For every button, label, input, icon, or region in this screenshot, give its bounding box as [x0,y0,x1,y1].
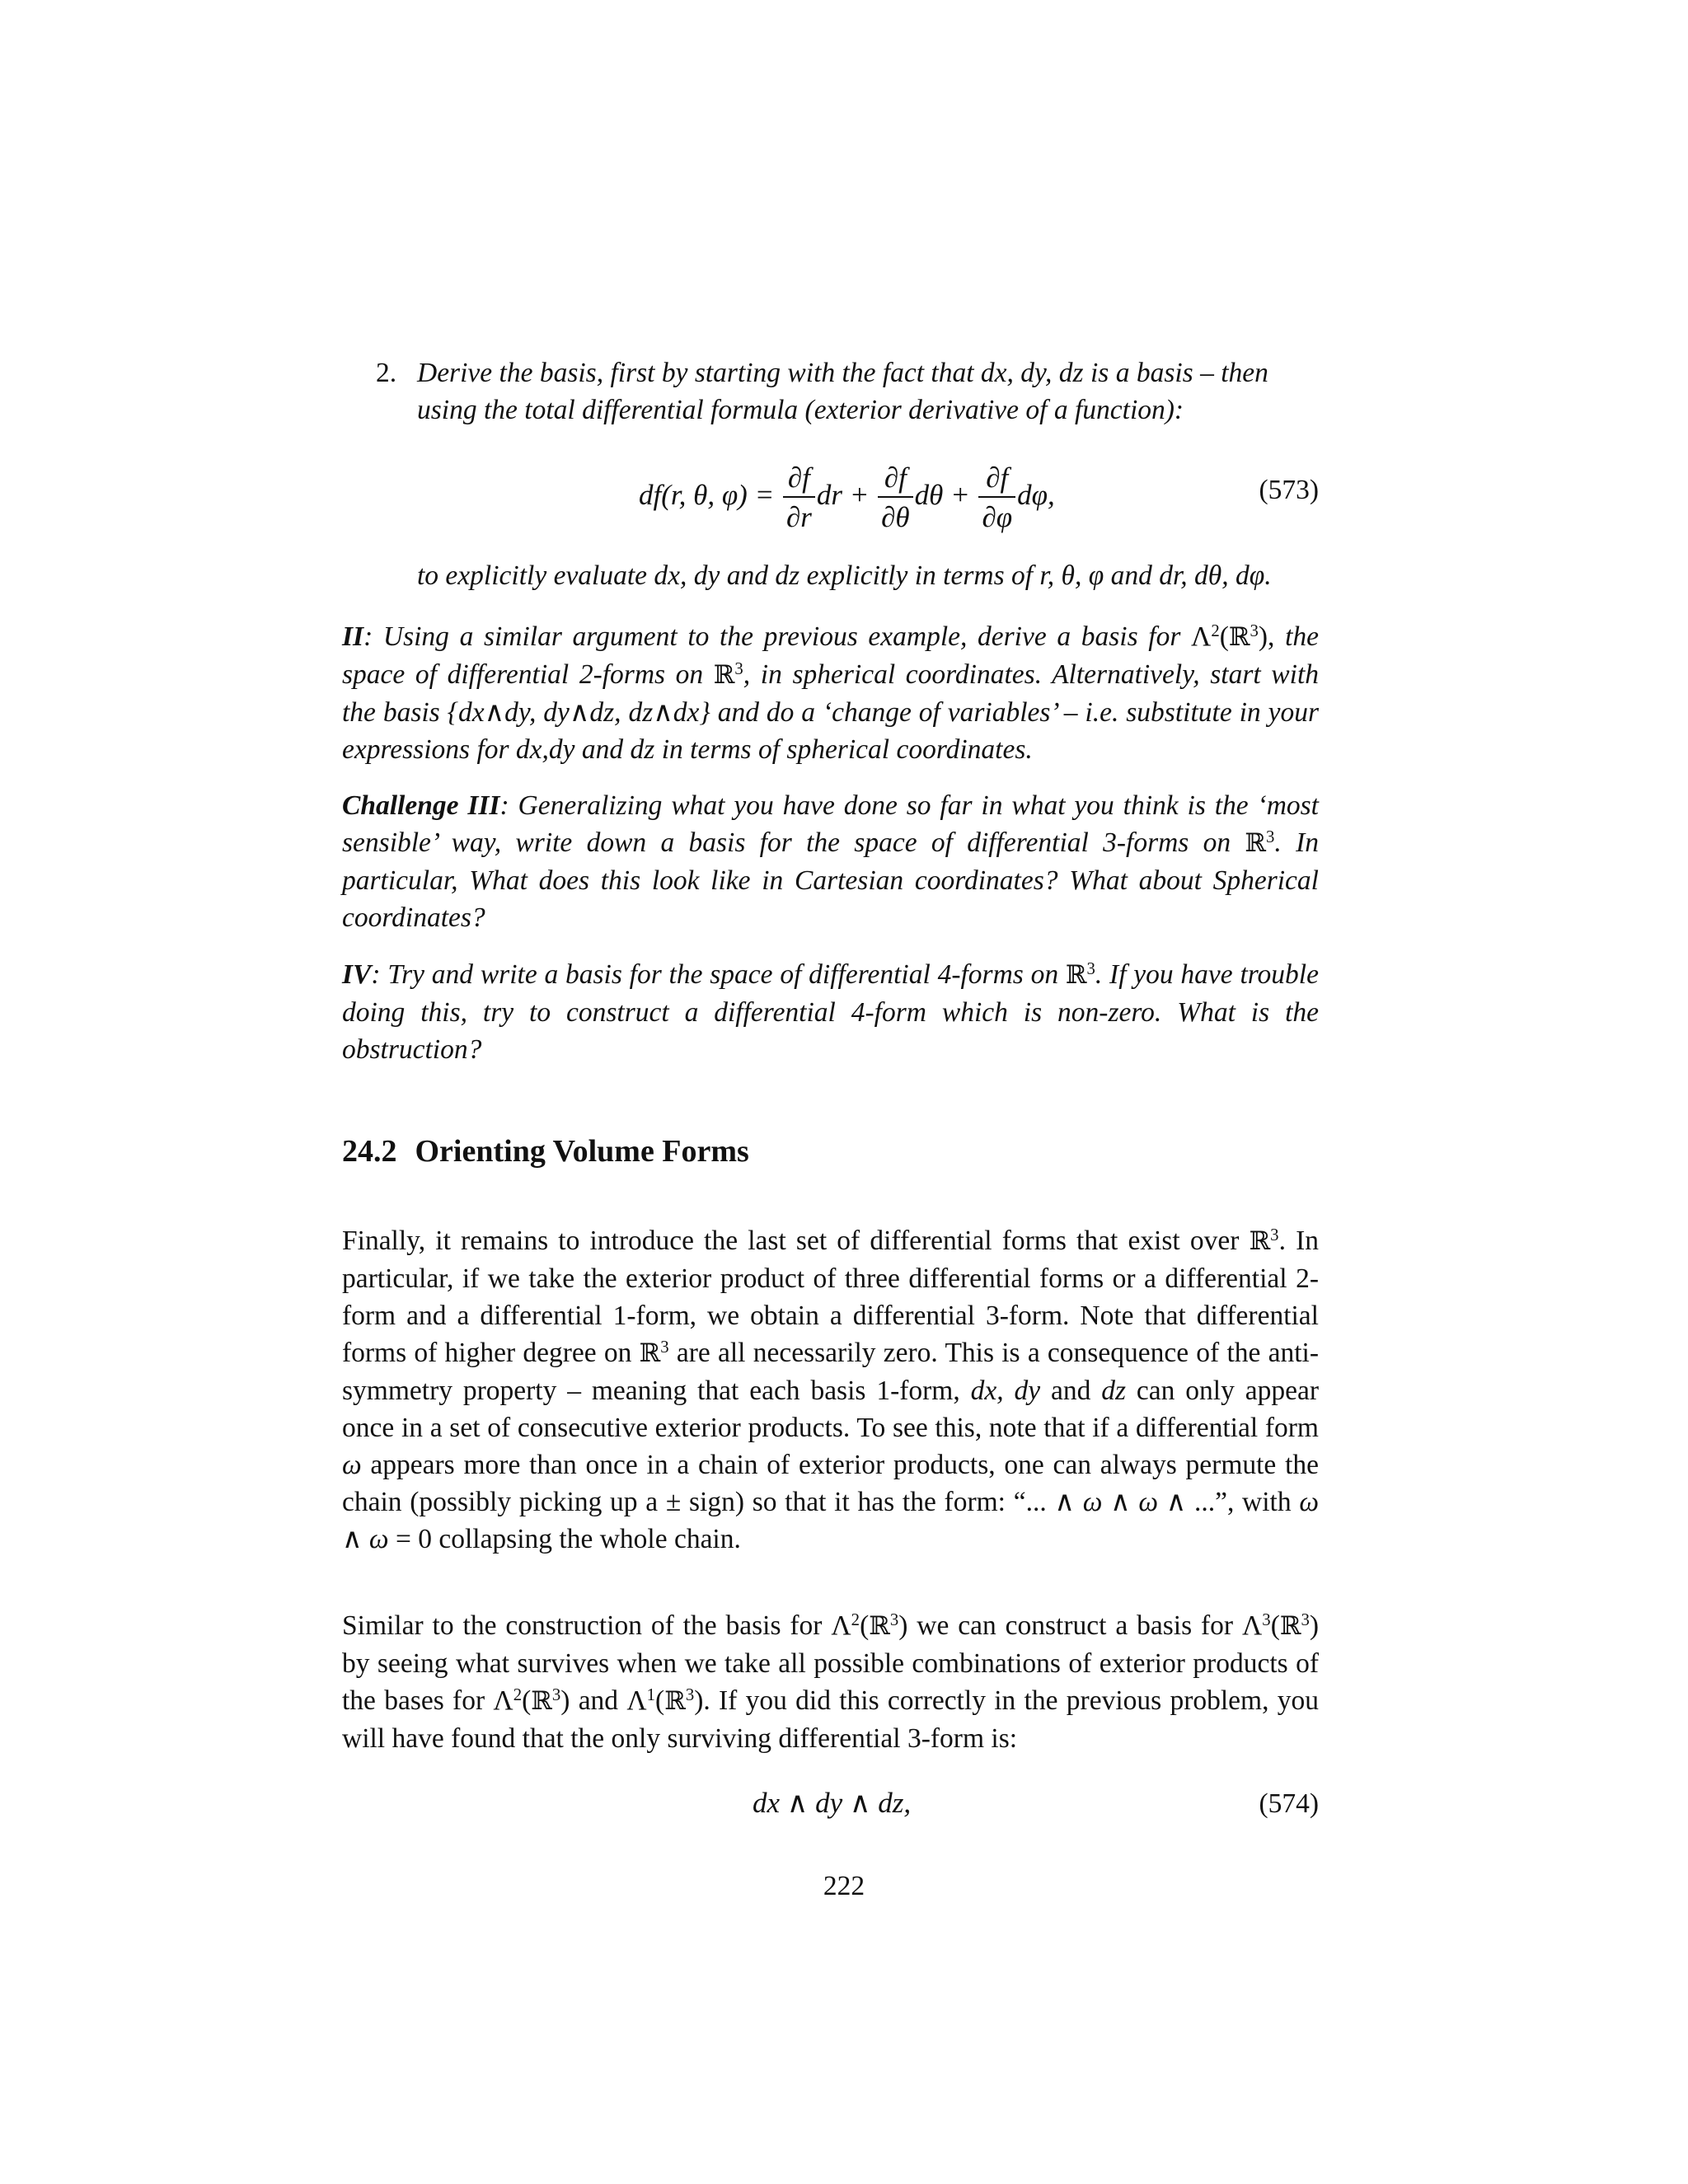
math-inline: ω [1082,1487,1103,1517]
text: appears more than once in a chain of exterior products, one can always permute the chain (possibly picking up a ± sign) so that it has the form: “... ∧ [342,1450,1319,1517]
math-set: ℝ [869,1611,890,1641]
text: : Using a similar argument to the previous example, derive a basis for [363,621,1192,652]
math-inline: dy [693,560,720,591]
superscript: 3 [660,1337,669,1357]
part-iv [342,956,1319,1068]
frac-num: ∂f [878,462,913,498]
equation-573 [639,462,1055,534]
text: , in spherical coordinates. Alternatively, start with the basis [342,659,1320,728]
math-inline: dz [775,560,800,591]
math-inline: dx, dy [970,1376,1041,1406]
text: and [1040,1376,1102,1406]
fraction [878,462,913,534]
frac-num: ∂f [978,462,1015,498]
frac-den: ∂r [785,501,812,533]
text: and [1104,560,1160,591]
math-inline: ( [1219,621,1229,652]
math-inline: ω [342,1450,362,1480]
superscript: 3 [1270,1225,1279,1244]
part-iii [342,787,1319,936]
superscript: 3 [734,658,743,678]
page-number: 222 [823,1871,865,1901]
text: can only appear once in a set of consecutive exterior products. To see this, note that if a differential form [342,1376,1319,1443]
math-inline: ), [1258,621,1275,652]
text: and [570,1685,627,1716]
math-inline: dr, dθ, dφ [1159,560,1265,591]
equation-number: (573) [1259,475,1319,505]
math-set: ℝ [1065,960,1087,990]
frac-num: ∂f [783,462,815,498]
math-inline: r, θ, φ [1039,560,1104,591]
text: : Generalizing what you have done so far in what you think is the ‘most sensible’ way, write down a basis for the space of differential 3-forms on [342,790,1319,858]
text: Similar to the construction of the basis for [342,1610,832,1641]
item2-text: Derive the basis, first by starting with the fact that [417,358,981,388]
math-set: ℝ [1245,828,1267,858]
math-inline: {dx∧dy, dy∧dz, dz∧dx} [447,697,710,728]
math-inline: Λ [831,1610,851,1641]
text: ∧ [1102,1487,1139,1517]
text: ∧ ...”, with [1157,1487,1300,1517]
superscript: 2 [851,1610,860,1629]
text: explicitly in terms of [799,560,1040,591]
list-item-2 [377,354,1319,429]
superscript: 1 [646,1685,656,1704]
item2-text: is a basis – then using the total differential formula (exterior derivative of a function): [417,358,1268,425]
math-inline: ω [1138,1487,1158,1517]
superscript: 3 [1250,621,1259,640]
math-inline: dx [515,734,542,765]
text: . In particular, if we take the exterior product of three differential forms or a differential 2-form and a differential 1-form, we obtain a differential 3-form. Note that differential forms of higher degree on [342,1226,1320,1368]
text: , [680,560,694,591]
superscript: 3 [1086,958,1095,978]
math-inline: Λ [626,1685,647,1716]
part-label: Challenge III [342,790,500,821]
part-label: IV [342,959,372,990]
frac-den: ∂φ [982,501,1013,533]
text: = 0 collapsing the whole chain. [388,1524,741,1554]
superscript: 3 [1262,1610,1271,1629]
item2-continuation [417,557,1357,594]
math-set: ℝ [664,1686,686,1716]
item-number: 2. [376,358,397,388]
math-inline: Λ [1191,621,1212,652]
section-title: Orienting Volume Forms [415,1134,749,1169]
math-set: ℝ [1228,622,1250,652]
superscript: 3 [551,1685,561,1704]
eq-lhs: df(r, θ, φ) = [639,479,775,512]
math-inline: Λ [1242,1610,1263,1641]
part-ii [342,618,1319,768]
superscript: 3 [1266,827,1275,846]
superscript: 2 [1211,621,1220,640]
text: : Try and write a basis for the space of differential 4-forms on [371,959,1066,990]
equation-574: dx ∧ dy ∧ dz, [753,1787,912,1819]
frac-den: ∂θ [881,501,910,533]
text: to explicitly evaluate [417,560,654,591]
section-heading [342,1133,749,1169]
math-inline: dx, dy, dz [980,358,1084,388]
text: in terms of spherical coordinates. [654,734,1033,765]
part-label: II [342,621,364,652]
superscript: 2 [513,1685,523,1704]
superscript: 3 [685,1685,695,1704]
fraction [978,462,1015,534]
fraction [783,462,815,534]
equation-number: (574) [1259,1788,1319,1819]
math-inline: dz [630,734,655,765]
text: the space of differential 2-forms on [342,621,1319,690]
text: by seeing what survives when we take all possible combinations of exterior products of the bases for [342,1648,1319,1716]
text: and [720,560,776,591]
eq-term: dφ, [1017,479,1055,512]
text: . [1264,560,1272,591]
paragraph-2: Similar to the construction of the basis for $\Lambda^2(ℝ^3)$ we can construct a basis for $\Lambda^3(ℝ^3)$ by seeing what survives when we take all possible combinations of exterior products of the bases for $\Lambda^2(ℝ^3)$ and $\Lambda^1(ℝ^3)$. If you did this correctly in the previous problem, you will have found that the only surviving differential 3-form is: [342,1610,1319,1754]
math-inline: dx [654,560,681,591]
text: . If you did this correctly in the previous problem, you will have found that the only surviving differential 3-form is: [342,1685,1319,1754]
math-inline: ω ∧ ω [342,1487,1319,1554]
math-set: ℝ [1249,1226,1271,1256]
math-inline: dy [548,734,575,765]
math-set: ℝ [1279,1611,1301,1641]
eq-term: dr + [816,479,870,512]
text: and do a ‘change of variables’ – i.e. substitute in your expressions for [342,697,1319,765]
text: Finally, it remains to introduce the last set of differential forms that exist over [342,1226,1250,1256]
math-inline: Λ [493,1685,513,1716]
math-inline: dz [1101,1376,1127,1406]
superscript: 3 [1301,1610,1310,1629]
eq-term: dθ + [914,479,970,512]
text: we can construct a basis for [907,1610,1242,1641]
paragraph-1 [342,1222,1319,1558]
text: and [574,734,631,765]
math-set: ℝ [713,660,735,690]
math-set: ℝ [639,1338,661,1368]
text: are all necessarily zero. This is a consequence of the anti-symmetry property – meaning that each basis 1-form, [342,1338,1320,1406]
text: , [542,734,549,765]
section-number: 24.2 [342,1134,397,1169]
superscript: 3 [889,1610,899,1629]
text: . If you have trouble doing this, try to construct a differential 4-form which is non-zero. What is the obstruction? [342,959,1319,1065]
math-set: ℝ [531,1686,552,1716]
text: . In particular, What does this look like in Cartesian coordinates? What about Spherical coordinates? [342,827,1319,933]
